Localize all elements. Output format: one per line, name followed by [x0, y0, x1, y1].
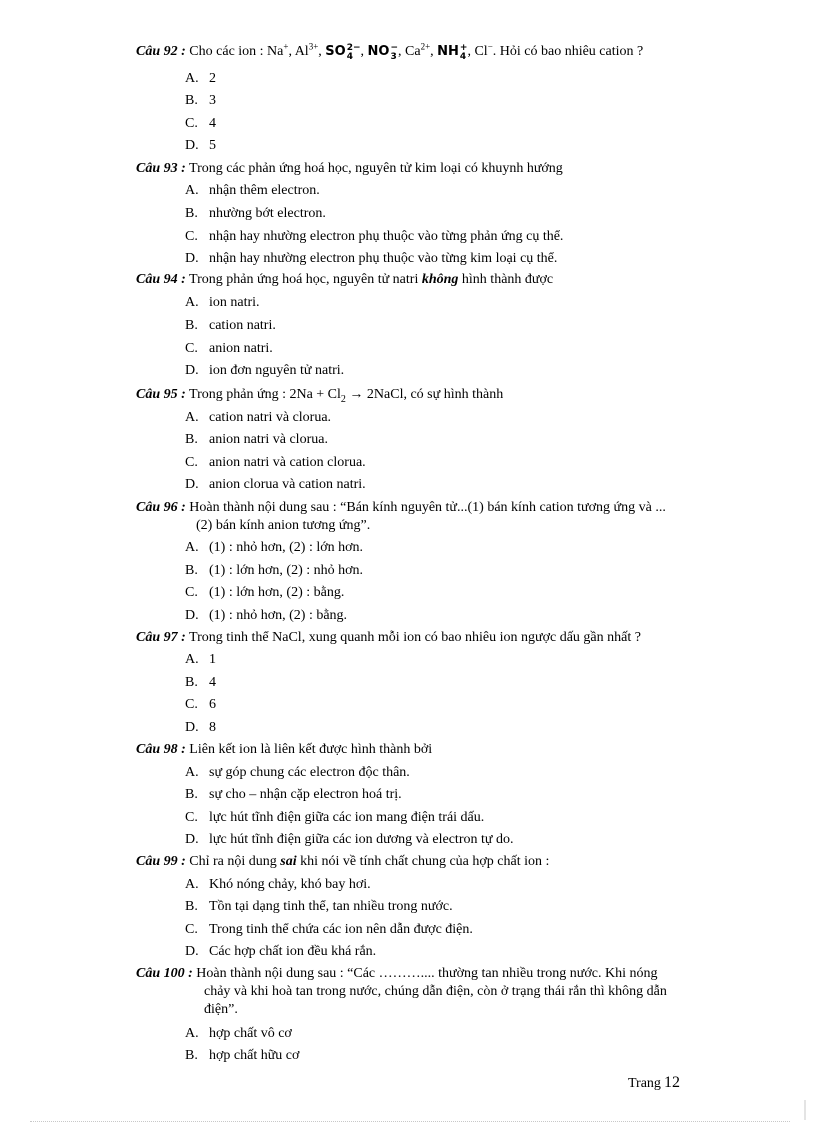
question-text: ,	[318, 44, 326, 59]
separator: ,	[360, 44, 368, 59]
question-label: Câu 96 :	[136, 500, 186, 515]
option-96-a	[185, 539, 363, 557]
charge: −	[390, 43, 398, 53]
question-text: , Cl	[467, 44, 488, 59]
page-bottom-divider	[30, 1121, 790, 1122]
question-96	[136, 499, 768, 535]
question-text: 2NaCl, có sự hình thành	[366, 387, 504, 402]
option-95-c	[185, 454, 366, 472]
corner-mark-icon	[800, 1100, 810, 1120]
option-96-d	[185, 607, 347, 625]
option-97-b	[185, 674, 216, 692]
question-text: , Ca	[398, 44, 421, 59]
question-label: Câu 93 :	[136, 161, 186, 176]
option-text: hợp chất vô cơ	[209, 1026, 292, 1041]
question-text-continued: (2) bán kính anion tương ứng”.	[196, 518, 371, 533]
option-text: 4	[209, 675, 216, 690]
option-94-d	[185, 362, 344, 380]
emphasis-word: không	[421, 272, 459, 287]
option-key: D.	[185, 477, 199, 492]
option-93-a	[185, 182, 320, 200]
question-94	[136, 271, 768, 289]
option-key: A.	[185, 652, 199, 667]
question-text-continued: chảy và khi hoà tan trong nước, chúng dẫn điện, còn ở trạng thái rắn thì không dẫn	[204, 984, 667, 999]
question-92	[136, 43, 768, 62]
option-text: Tồn tại dạng tinh thể, tan nhiều trong nước.	[209, 899, 453, 914]
question-label: Câu 95 :	[136, 387, 186, 402]
question-text: Trong tinh thể NaCl, xung quanh mỗi ion có bao nhiêu ion ngược dấu gần nhất ?	[185, 630, 641, 645]
option-93-b	[185, 205, 326, 223]
question-text: , Al	[288, 44, 309, 59]
option-98-a	[185, 764, 410, 782]
option-text: anion natri và cation clorua.	[209, 455, 366, 470]
option-key: C.	[185, 585, 198, 600]
option-99-b	[185, 898, 453, 916]
option-key: D.	[185, 944, 199, 959]
question-label: Câu 94 :	[136, 272, 186, 287]
charge: 2−	[346, 43, 361, 53]
option-text: nhận hay nhường electron phụ thuộc vào từng phản ứng cụ thể.	[209, 229, 564, 244]
question-label: Câu 92 :	[136, 44, 186, 59]
subscript: 4	[346, 52, 353, 62]
question-text: Trong phản ứng hoá học, nguyên tử natri	[185, 272, 422, 287]
option-96-b	[185, 562, 363, 580]
option-99-a	[185, 876, 371, 894]
option-key: C.	[185, 229, 198, 244]
option-100-b	[185, 1047, 299, 1065]
option-text: 6	[209, 697, 216, 712]
question-97	[136, 629, 768, 647]
option-99-c	[185, 921, 473, 939]
question-text: Chỉ ra nội dung	[185, 854, 281, 869]
option-key: C.	[185, 922, 198, 937]
option-93-d	[185, 250, 557, 268]
option-key: B.	[185, 563, 198, 578]
option-96-c	[185, 584, 344, 602]
charge: +	[459, 43, 468, 53]
option-text: 3	[209, 93, 216, 108]
option-key: A.	[185, 410, 199, 425]
question-text: Hoàn thành nội dung sau : “Các ……….... thường tan nhiều trong nước. Khi nóng	[192, 966, 658, 981]
charge: 3+	[308, 41, 319, 52]
option-text: sự góp chung các electron độc thân.	[209, 765, 410, 780]
option-key: D.	[185, 608, 199, 623]
page-label: Trang	[628, 1076, 661, 1091]
option-97-a	[185, 651, 216, 669]
formula-base: SO	[325, 44, 346, 59]
option-text: Các hợp chất ion đều khá rắn.	[209, 944, 377, 959]
subscript: 2	[340, 393, 346, 405]
charge: 2+	[420, 41, 431, 52]
emphasis-word: sai	[280, 854, 297, 869]
option-key: B.	[185, 318, 198, 333]
option-text: nhận thêm electron.	[209, 183, 320, 198]
option-key: C.	[185, 810, 198, 825]
question-text-continued: điện”.	[204, 1002, 238, 1017]
option-text: nhận hay nhường electron phụ thuộc vào từng kim loại cụ thể.	[209, 251, 558, 266]
option-key: D.	[185, 251, 199, 266]
question-label: Câu 98 :	[136, 742, 186, 757]
option-92-d	[185, 137, 216, 155]
option-text: 4	[209, 116, 216, 131]
question-text: hình thành được	[458, 272, 554, 287]
option-97-d	[185, 719, 216, 737]
page-footer	[628, 1074, 680, 1092]
question-95	[136, 386, 768, 404]
option-text: anion natri.	[209, 341, 273, 356]
option-key: C.	[185, 341, 198, 356]
option-key: C.	[185, 455, 198, 470]
option-93-c	[185, 228, 563, 246]
question-text: Trong phản ứng : 2Na + Cl	[185, 387, 341, 402]
reaction-arrow: →	[345, 387, 367, 402]
sulfate-ion	[325, 43, 361, 62]
question-text: . Hỏi có bao nhiêu cation ?	[492, 44, 644, 59]
option-key: D.	[185, 363, 199, 378]
option-text: cation natri.	[209, 318, 276, 333]
option-key: B.	[185, 206, 198, 221]
ammonium-ion	[437, 43, 468, 62]
option-key: B.	[185, 1048, 198, 1063]
question-label: Câu 100 :	[136, 966, 193, 981]
option-text: 5	[209, 138, 216, 153]
nitrate-ion	[367, 43, 398, 62]
option-94-a	[185, 294, 260, 312]
question-text: Hoàn thành nội dung sau : “Bán kính nguyên tử...(1) bán kính cation tương ứng và ...	[185, 500, 666, 515]
option-key: A.	[185, 765, 199, 780]
option-98-c	[185, 809, 484, 827]
question-label: Câu 99 :	[136, 854, 186, 869]
formula-base: NO	[367, 44, 390, 59]
option-key: C.	[185, 116, 198, 131]
option-key: B.	[185, 432, 198, 447]
question-98	[136, 741, 768, 759]
option-text: ion đơn nguyên tử natri.	[209, 363, 345, 378]
option-key: C.	[185, 697, 198, 712]
option-text: 8	[209, 720, 216, 735]
option-key: A.	[185, 183, 199, 198]
option-94-c	[185, 340, 273, 358]
question-label: Câu 97 :	[136, 630, 186, 645]
option-text: 1	[209, 652, 216, 667]
option-text: (1) : nhỏ hơn, (2) : bằng.	[209, 608, 348, 623]
question-text: Trong các phản ứng hoá học, nguyên tử kim loại có khuynh hướng	[185, 161, 563, 176]
question-99	[136, 853, 768, 871]
formula-base: NH	[437, 44, 459, 59]
option-95-b	[185, 431, 328, 449]
subscript: 4	[459, 52, 467, 62]
option-text: Khó nóng chảy, khó bay hơi.	[209, 877, 371, 892]
question-93	[136, 160, 768, 178]
option-text: (1) : lớn hơn, (2) : bằng.	[209, 585, 345, 600]
page-number: 12	[663, 1074, 680, 1091]
charge: −	[487, 41, 493, 52]
option-key: B.	[185, 787, 198, 802]
option-text: cation natri và clorua.	[209, 410, 332, 425]
option-text: anion clorua và cation natri.	[209, 477, 366, 492]
option-text: lực hút tĩnh điện giữa các ion mang điện trái dấu.	[209, 810, 485, 825]
option-text: anion natri và clorua.	[209, 432, 328, 447]
option-key: B.	[185, 675, 198, 690]
option-text: Trong tinh thể chứa các ion nên dẫn được điện.	[209, 922, 473, 937]
question-text: ,	[430, 44, 438, 59]
option-text: 2	[209, 71, 216, 86]
option-key: A.	[185, 877, 199, 892]
charge: +	[283, 41, 289, 52]
option-98-d	[185, 831, 513, 849]
option-key: B.	[185, 93, 198, 108]
option-key: D.	[185, 832, 199, 847]
option-text: (1) : nhỏ hơn, (2) : lớn hơn.	[209, 540, 364, 555]
option-text: (1) : lớn hơn, (2) : nhỏ hơn.	[209, 563, 364, 578]
option-text: hợp chất hữu cơ	[209, 1048, 300, 1063]
option-94-b	[185, 317, 276, 335]
option-92-c	[185, 115, 216, 133]
option-text: sự cho – nhận cặp electron hoá trị.	[209, 787, 402, 802]
option-key: A.	[185, 540, 199, 555]
option-95-a	[185, 409, 331, 427]
option-text: lực hút tĩnh điện giữa các ion dương và electron tự do.	[209, 832, 514, 847]
option-key: D.	[185, 138, 199, 153]
option-98-b	[185, 786, 402, 804]
option-92-a	[185, 70, 216, 88]
option-key: B.	[185, 899, 198, 914]
option-key: A.	[185, 71, 199, 86]
option-key: A.	[185, 295, 199, 310]
option-97-c	[185, 696, 216, 714]
question-text: Liên kết ion là liên kết được hình thành bởi	[185, 742, 433, 757]
option-100-a	[185, 1025, 292, 1043]
question-text: khi nói về tính chất chung của hợp chất ion :	[296, 854, 550, 869]
option-text: nhường bớt electron.	[209, 206, 326, 221]
option-95-d	[185, 476, 366, 494]
option-92-b	[185, 92, 216, 110]
option-key: A.	[185, 1026, 199, 1041]
option-key: D.	[185, 720, 199, 735]
subscript: 3	[390, 52, 397, 62]
question-100	[136, 965, 768, 1019]
option-99-d	[185, 943, 376, 961]
question-text: Cho các ion : Na	[185, 44, 284, 59]
option-text: ion natri.	[209, 295, 260, 310]
